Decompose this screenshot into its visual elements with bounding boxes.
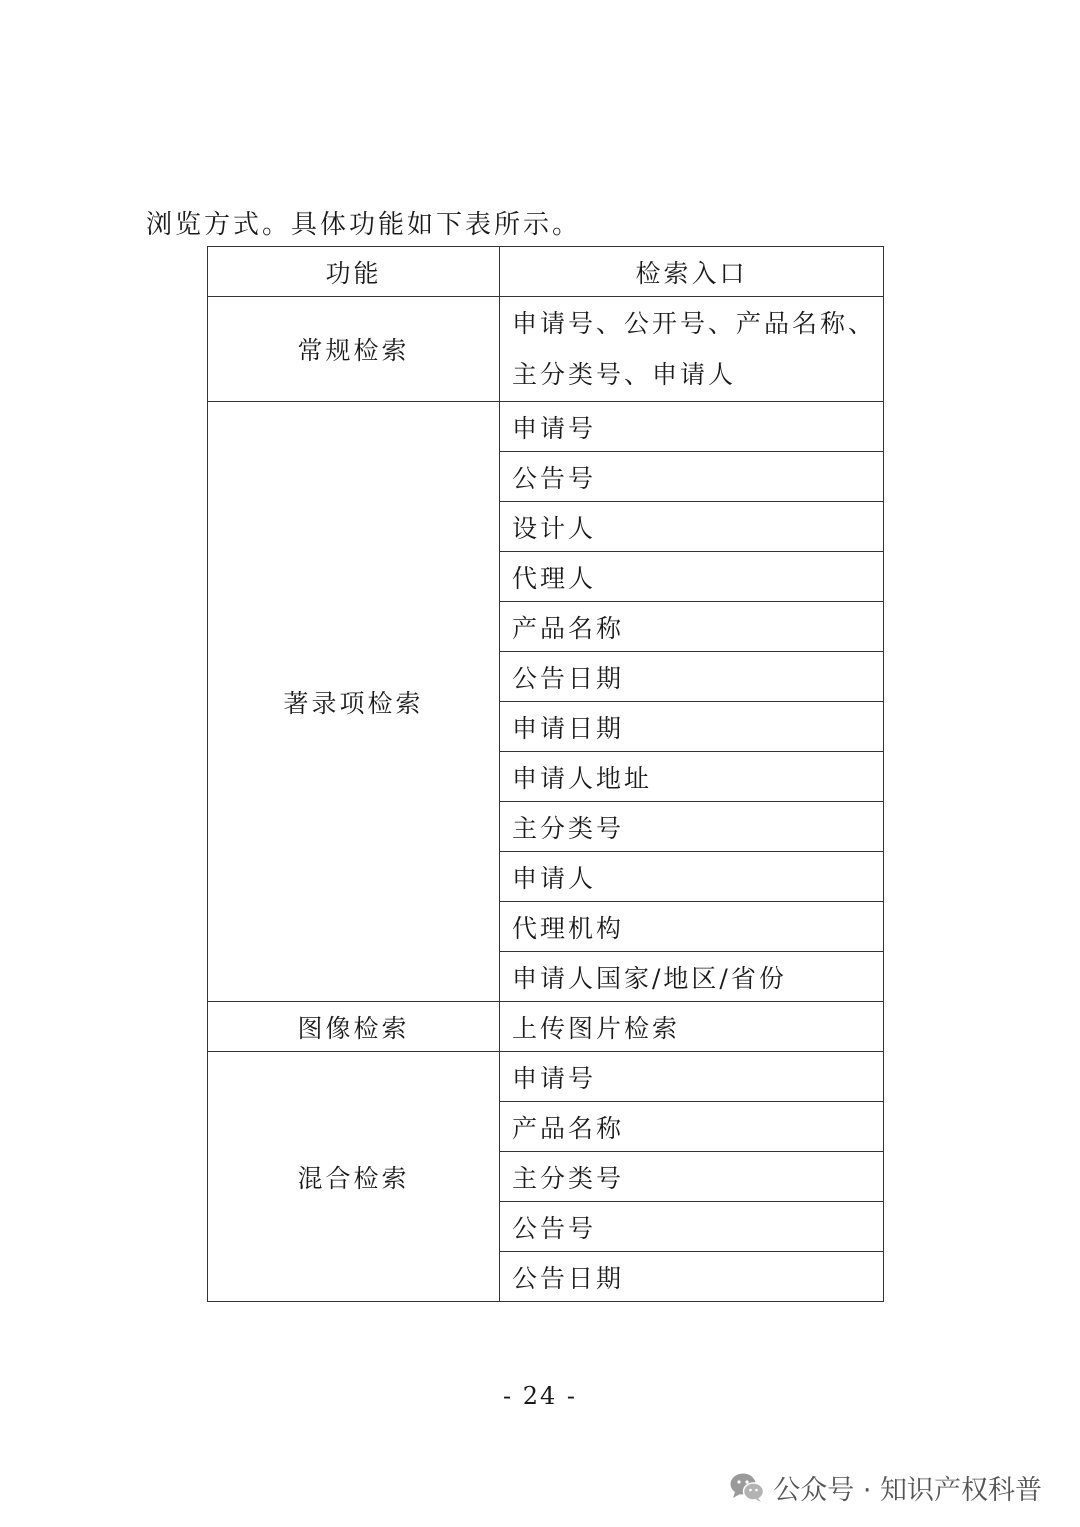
entry-cell: 产品名称 (500, 602, 884, 652)
table-row (208, 402, 884, 452)
entry-cell: 公告日期 (500, 1252, 884, 1302)
entry-cell: 主分类号 (500, 802, 884, 852)
table-row (208, 1052, 884, 1102)
entry-cell: 公告号 (500, 1202, 884, 1252)
entry-cell: 代理机构 (500, 902, 884, 952)
entry-cell: 申请人国家/地区/省份 (500, 952, 884, 1002)
entry-cell: 代理人 (500, 552, 884, 602)
table-row (208, 297, 884, 402)
entry-cell: 申请号 (500, 1052, 884, 1102)
entry-cell: 设计人 (500, 502, 884, 552)
watermark-text: 公众号 · 知识产权科普 (773, 1474, 1042, 1506)
function-cell: 常规检索 (208, 297, 500, 402)
function-table (207, 246, 884, 1302)
page-number: - 24 - (502, 1382, 577, 1410)
entry-cell: 主分类号 (500, 1152, 884, 1202)
header-entry: 检索入口 (500, 247, 884, 297)
entry-cell: 申请日期 (500, 702, 884, 752)
function-cell: 图像检索 (208, 1002, 500, 1052)
function-cell: 混合检索 (208, 1052, 500, 1302)
entry-cell: 公告日期 (500, 652, 884, 702)
intro-text: 浏览方式。具体功能如下表所示。 (146, 210, 582, 240)
function-cell: 著录项检索 (208, 402, 500, 1002)
entry-cell: 上传图片检索 (500, 1002, 884, 1052)
entry-cell: 公告号 (500, 452, 884, 502)
table-header-row (208, 247, 884, 297)
header-function: 功能 (208, 247, 500, 297)
entry-cell: 申请号 (500, 402, 884, 452)
entry-cell: 申请人地址 (500, 752, 884, 802)
entry-cell: 申请号、公开号、产品名称、主分类号、申请人 (500, 297, 884, 402)
entry-cell: 产品名称 (500, 1102, 884, 1152)
entry-cell: 申请人 (500, 852, 884, 902)
wechat-icon (729, 1471, 765, 1503)
table-row (208, 1002, 884, 1052)
watermark (729, 1467, 1042, 1507)
